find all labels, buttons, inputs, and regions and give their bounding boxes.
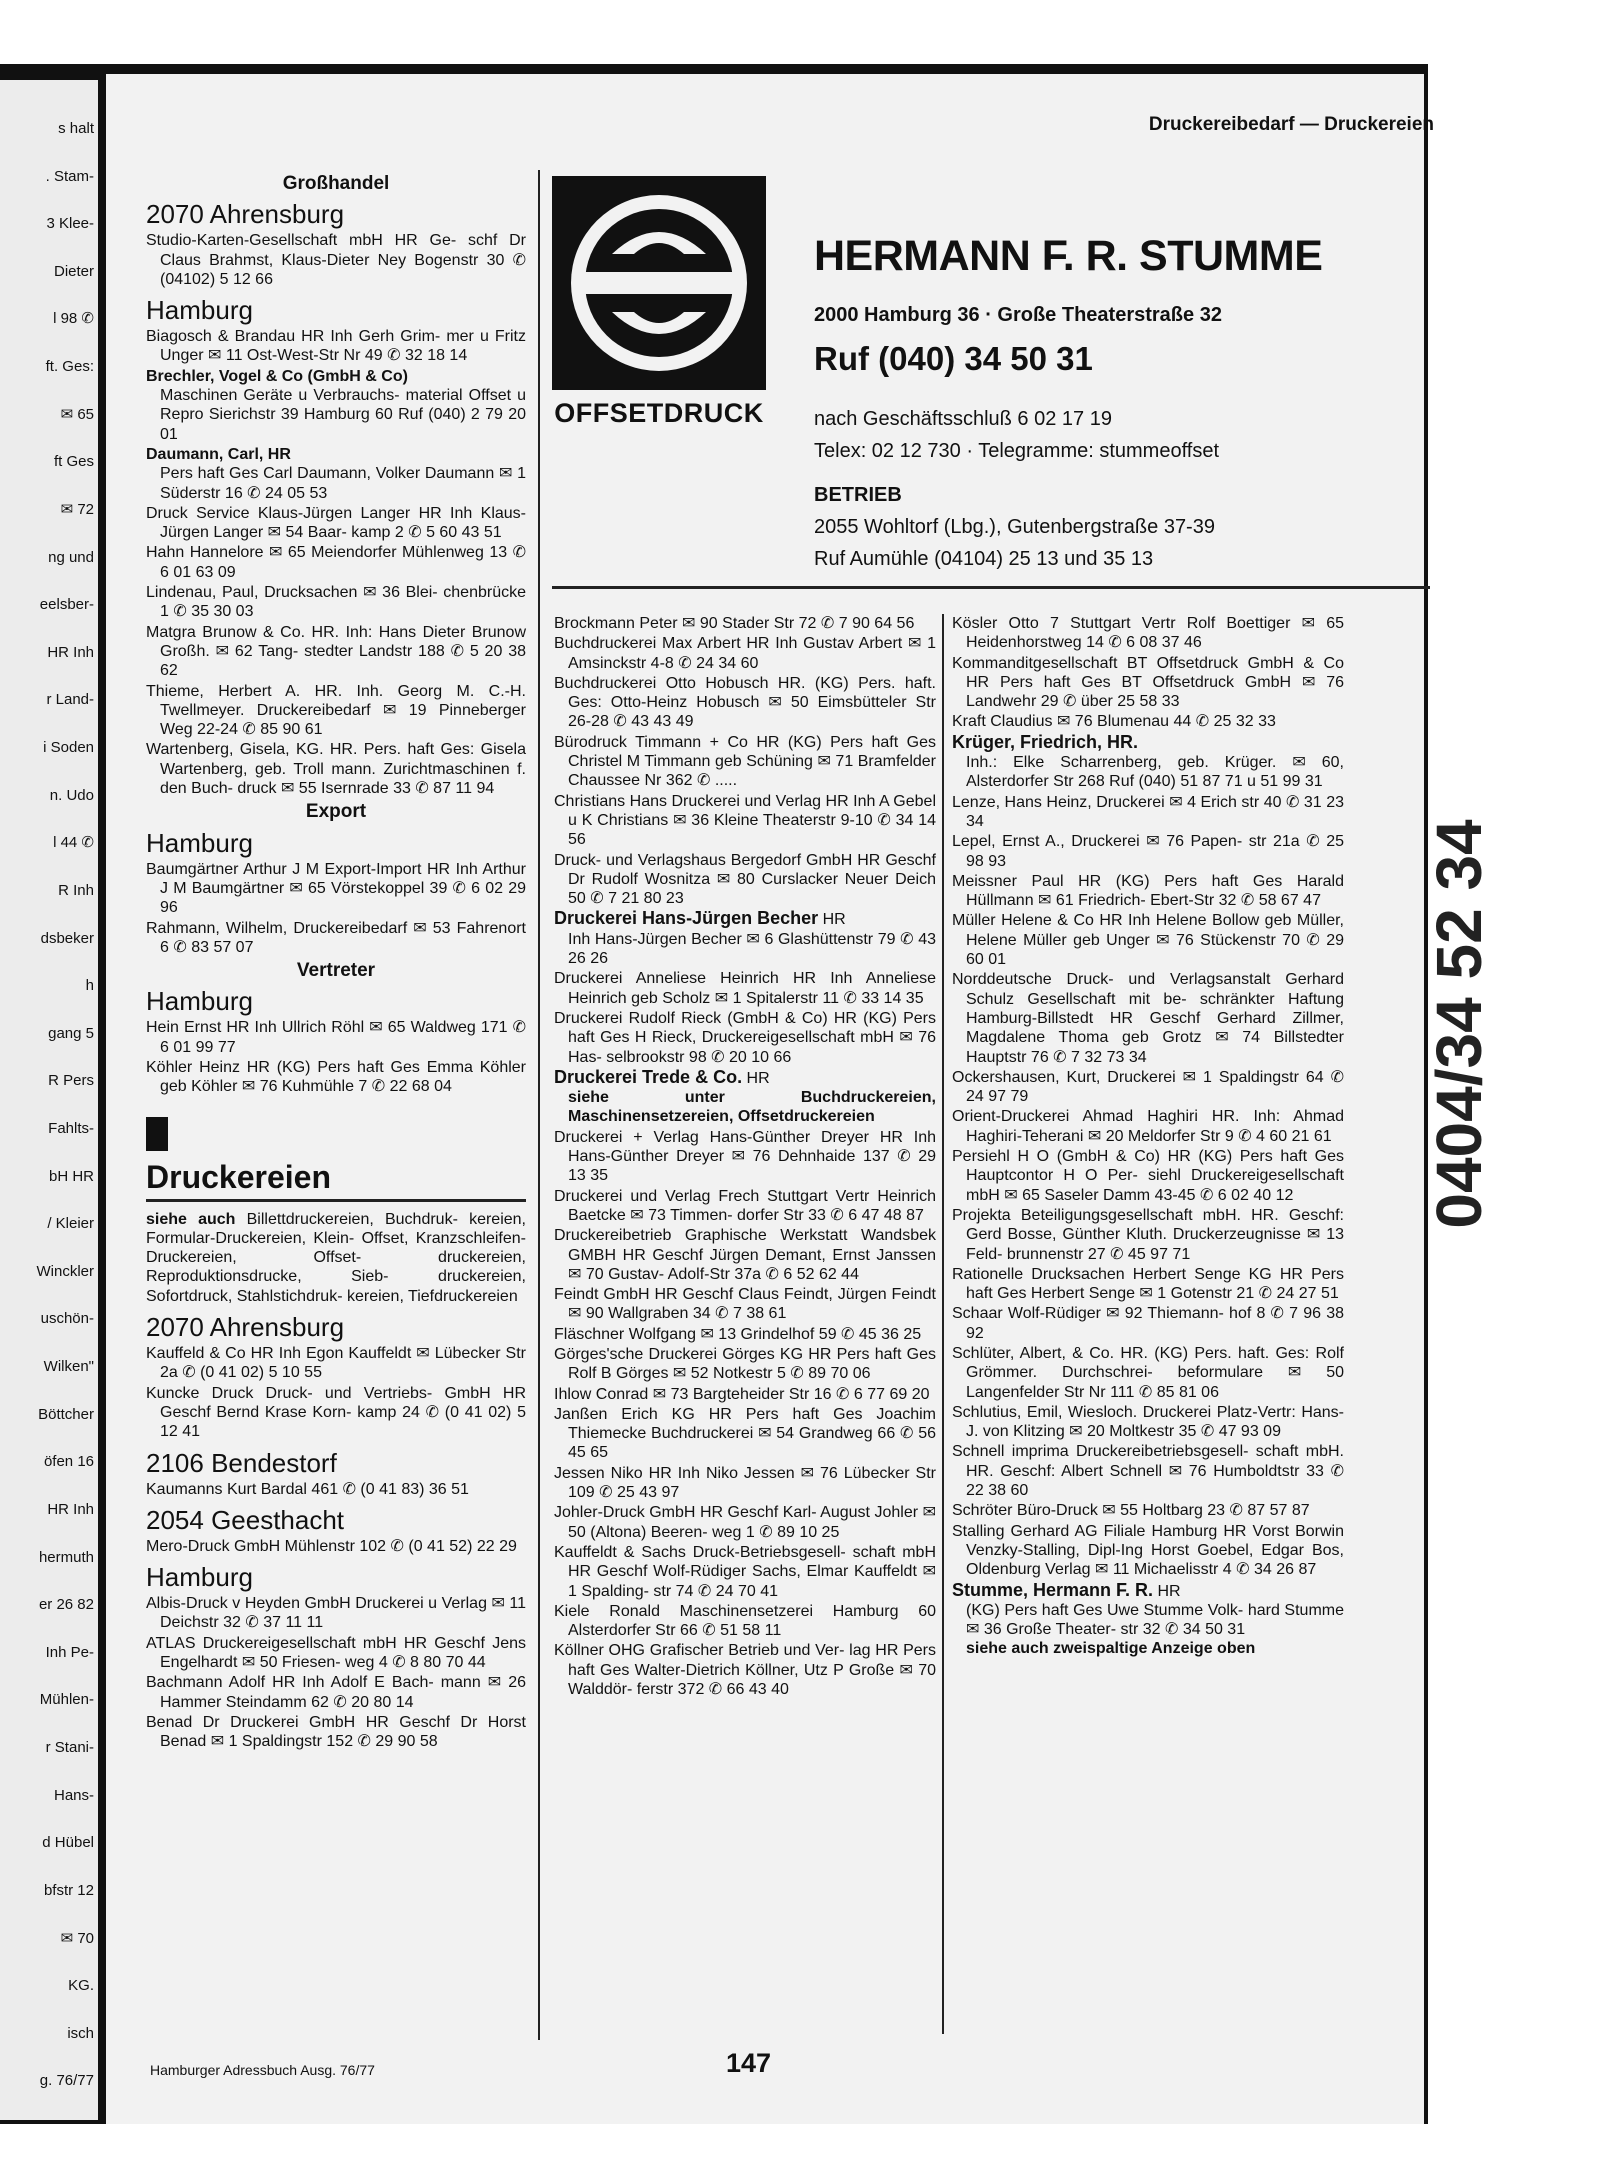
previous-page-fragment: s halt bbox=[58, 120, 94, 137]
previous-page-fragment: Dieter bbox=[53, 262, 94, 280]
previous-page-fragment: ✉ 70 bbox=[60, 1929, 94, 1947]
betrieb-label: BETRIEB bbox=[814, 484, 902, 506]
previous-page-fragment: isch bbox=[67, 2024, 94, 2042]
directory-entry: Kauffeldt & Sachs Druck-Betriebsgesell- schaft mbH HR Geschf Wolf-Rüdiger Sachs, Elmar Kauffeldt ✉ 1 Spalding- str 74 ✆ 24 70 41 bbox=[554, 1543, 936, 1600]
footer-publication: Hamburger Adressbuch Ausg. 76/77 bbox=[150, 2062, 375, 2078]
directory-entry: Kuncke Druck Druck- und Vertriebs- GmbH HR Geschf Bernd Krase Korn- kamp 24 ✆ (0 41 02) 5 12 41 bbox=[146, 1384, 526, 1441]
stumme-logo-icon bbox=[552, 176, 766, 390]
directory-entry: Hein Ernst HR Inh Ullrich Röhl ✉ 65 Waldweg 171 ✆ 6 01 99 77 bbox=[146, 1019, 526, 1056]
page-number: 147 bbox=[726, 2048, 772, 2078]
see-also-note bbox=[146, 1210, 526, 1306]
city-heading: Hamburg bbox=[146, 295, 253, 326]
running-head: Druckereibedarf — Druckereien bbox=[1148, 114, 1434, 135]
column-3 bbox=[952, 614, 1344, 1660]
previous-page-fragment: bH HR bbox=[48, 1167, 94, 1185]
entry-name: Brechler, Vogel & Co (GmbH & Co) bbox=[146, 367, 408, 385]
entry-cross-reference: siehe unter Buchdruckereien, Maschinensetzereien, Offsetdruckereien bbox=[568, 1089, 936, 1126]
advertiser-phone: Ruf (040) 34 50 31 bbox=[814, 340, 1093, 377]
directory-entry: Lindenau, Paul, Drucksachen ✉ 36 Blei- chenbrücke 1 ✆ 35 30 03 bbox=[146, 584, 526, 621]
previous-page-fragment: er 26 82 bbox=[38, 1596, 94, 1614]
directory-entry: Kraft Claudius ✉ 76 Blumenau 44 ✆ 25 32 33 bbox=[952, 713, 1276, 731]
previous-page-fragment: HR Inh bbox=[47, 1500, 94, 1518]
previous-page-fragment: HR Inh bbox=[47, 643, 94, 661]
directory-entry: Stalling Gerhard AG Filiale Hamburg HR Vorst Borwin Venzky-Stalling, Dipl-Ing Horst Goebel, Edgar Bos, Oldenburg Verlag ✉ 11 Michaelisstr 4 ✆ 34 26 87 bbox=[952, 1522, 1344, 1579]
previous-page-fragment: R Inh bbox=[58, 881, 94, 899]
directory-entry: Bürodruck Timmann + Co HR (KG) Pers haft Ges Christel M Timmann geb Schüning ✉ 71 Bramfelder Chaussee Nr 362 ✆ ..... bbox=[554, 733, 936, 790]
directory-entry: Jessen Niko HR Inh Niko Jessen ✉ 76 Lübecker Str 109 ✆ 25 43 97 bbox=[554, 1464, 936, 1502]
directory-entry: Meissner Paul HR (KG) Pers haft Ges Harald Hüllmann ✉ 61 Friedrich- Ebert-Str 32 ✆ 58 67 47 bbox=[952, 872, 1344, 910]
entry-name: Druckerei Hans-Jürgen Becher bbox=[554, 908, 819, 929]
previous-page-fragment: 3 Klee- bbox=[46, 215, 94, 233]
entry-name: Daumann, Carl, HR bbox=[146, 445, 291, 463]
column-2 bbox=[554, 614, 936, 1700]
directory-page bbox=[106, 74, 1495, 2124]
previous-page-fragment: Böttcher bbox=[38, 1405, 94, 1423]
previous-page-fragment: l 44 ✆ bbox=[53, 834, 94, 852]
directory-entry: Rahmann, Wilhelm, Druckereibedarf ✉ 53 Fahrenort 6 ✆ 83 57 07 bbox=[146, 919, 526, 956]
directory-entry: Matgra Brunow & Co. HR. Inh: Hans Dieter Brunow Großh. ✉ 62 Tang- stedter Landstr 188 ✆ 5 20 38 62 bbox=[146, 623, 526, 680]
stumme-advertisement bbox=[552, 170, 1430, 594]
column-1 bbox=[146, 170, 526, 1753]
previous-page-fragment: ng und bbox=[48, 548, 94, 566]
directory-entry: Kaumanns Kurt Bardal 461 ✆ (0 41 83) 36 51 bbox=[146, 1480, 469, 1498]
directory-entry: Janßen Erich KG HR Pers haft Ges Joachim Thiemecke Buchdruckerei ✉ 54 Grandweg 66 ✆ 56 45 65 bbox=[554, 1405, 936, 1462]
previous-page-fragment: d Hübel bbox=[42, 1834, 94, 1852]
directory-entry: Johler-Druck GmbH HR Geschf Karl- August Johler ✉ 50 (Altona) Beeren- weg 1 ✆ 89 10 25 bbox=[554, 1504, 936, 1541]
entry-hr: HR bbox=[822, 911, 846, 929]
directory-entry bbox=[952, 733, 1344, 792]
city-heading: 2070 Ahrensburg bbox=[146, 199, 345, 230]
city-heading: Hamburg bbox=[146, 986, 253, 1017]
directory-entry: Druckerei Rudolf Rieck (GmbH & Co) HR (KG) Pers haft Ges H Rieck, Druckereigesellschaft mbH ✉ 76 Has- selbrookstr 98 ✆ 20 10 66 bbox=[554, 1009, 936, 1066]
directory-entry: Rationelle Drucksachen Herbert Senge KG HR Pers haft Ges Herbert Senge ✉ 1 Gotenstr 21 ✆ 24 27 51 bbox=[952, 1265, 1344, 1303]
previous-page-fragment: i Soden bbox=[43, 739, 94, 757]
previous-page-fragment: hermuth bbox=[38, 1548, 94, 1566]
see-also-label: siehe auch bbox=[146, 1210, 236, 1228]
previous-page-fragment: Hans- bbox=[53, 1786, 94, 1804]
directory-entry: Buchdruckerei Otto Hobusch HR. (KG) Pers. haft. Ges: Otto-Heinz Hobusch ✉ 50 Eimsbütteler Str 26-28 ✆ 43 43 49 bbox=[554, 674, 936, 731]
directory-entry bbox=[554, 1068, 936, 1127]
previous-page-fragment: . Stam- bbox=[45, 167, 94, 185]
directory-entry: Bachmann Adolf HR Inh Adolf E Bach- mann ✉ 26 Hammer Steindamm 62 ✆ 20 80 14 bbox=[146, 1674, 526, 1711]
directory-entry: Hahn Hannelore ✉ 65 Meiendorfer Mühlenweg 13 ✆ 6 01 63 09 bbox=[146, 544, 526, 581]
directory-entry: Druckerei und Verlag Frech Stuttgart Vertr Heinrich Baetcke ✉ 73 Timmen- dorfer Str 33 ✆ 6 47 48 87 bbox=[554, 1187, 936, 1224]
previous-page-fragment: eelsber- bbox=[39, 596, 94, 614]
previous-page-fragment: KG. bbox=[68, 1977, 94, 1995]
directory-entry: Schnell imprima Druckereibetriebsgesell- schaft mbH. HR. Geschf: Albert Schnell ✉ 76 Humboldtstr 33 ✆ 22 38 60 bbox=[952, 1443, 1344, 1500]
previous-page-edge bbox=[0, 80, 98, 2120]
city-heading: 2070 Ahrensburg bbox=[146, 1312, 345, 1343]
directory-entry: Köhler Heinz HR (KG) Pers haft Ges Emma Köhler geb Köhler ✉ 76 Kuhmühle 7 ✆ 22 68 04 bbox=[146, 1058, 526, 1096]
telex-line: Telex: 02 12 730 · Telegramme: stummeoffset bbox=[814, 440, 1220, 462]
previous-page-fragment: r Land- bbox=[46, 691, 94, 709]
advertiser-address: 2000 Hamburg 36 · Große Theaterstraße 32 bbox=[814, 304, 1222, 326]
previous-page-fragment: Winckler bbox=[36, 1262, 94, 1280]
directory-entry: Kösler Otto 7 Stuttgart Vertr Rolf Boettiger ✉ 65 Heidenhorstweg 14 ✆ 6 08 37 46 bbox=[952, 615, 1344, 652]
see-also-text: Billettdruckereien, Buchdruk- kereien, Formular-Druckereien, Klein- Offset, Kranzschleifen-Druckereien, Offset- druckereien, Reproduktionsdrucke, Sieb- druckereien, Sofortdruck, Stahlstichdruk- kereien, Tiefdruckereien bbox=[146, 1210, 526, 1305]
directory-entry: Norddeutsche Druck- und Verlagsanstalt Gerhard Schulz Gesellschaft mit be- schränkter Haftung Hamburg-Billstedt HR Geschf Gerhard Zillmer, Magdalene Thoma geb Grotz ✉ 74 Billstedter Hauptstr 76 ✆ 7 32 73 34 bbox=[952, 971, 1344, 1066]
subheading-export: Export bbox=[305, 801, 367, 823]
directory-entry: Mero-Druck GmbH Mühlenstr 102 ✆ (0 41 52) 22 29 bbox=[146, 1537, 517, 1555]
previous-page-fragment: r Stani- bbox=[45, 1739, 94, 1757]
directory-entry: Druck- und Verlagshaus Bergedorf GmbH HR Geschf Dr Rudolf Wosnitza ✉ 80 Curslacker Neuer Deich 50 ✆ 7 21 80 23 bbox=[554, 851, 936, 908]
directory-entry: Schaar Wolf-Rüdiger ✉ 92 Thiemann- hof 8 ✆ 7 96 38 92 bbox=[952, 1305, 1344, 1342]
directory-entry: Buchdruckerei Max Arbert HR Inh Gustav Arbert ✉ 1 Amsinckstr 4-8 ✆ 24 34 60 bbox=[554, 635, 936, 672]
directory-entry: Brockmann Peter ✉ 90 Stader Str 72 ✆ 7 90 64 56 bbox=[554, 615, 915, 632]
previous-page-fragment: dsbeker bbox=[40, 929, 94, 947]
directory-entry: Druckerei Anneliese Heinrich HR Inh Anneliese Heinrich geb Scholz ✉ 1 Spitalerstr 11 ✆ 33 14 35 bbox=[554, 970, 936, 1007]
entry-details: (KG) Pers haft Ges Uwe Stumme Volk- hard Stumme ✉ 36 Große Theater- str 32 ✆ 34 50 31 bbox=[966, 1601, 1344, 1639]
directory-entry: Albis-Druck v Heyden GmbH Druckerei u Verlag ✉ 11 Deichstr 32 ✆ 37 11 11 bbox=[146, 1595, 526, 1632]
margin-stamp-text: 0404/34 52 34 bbox=[1423, 819, 1495, 1229]
directory-entry: Projekta Beteiligungsgesellschaft mbH. HR. Geschf: Gerd Bosse, Günther Kluth. Druckerzeugnisse ✉ 13 Feld- brunnenstr 27 ✆ 45 97 71 bbox=[952, 1206, 1344, 1263]
directory-entry: Biagosch & Brandau HR Inh Gerh Grim- mer u Fritz Unger ✉ 11 Ost-West-Str Nr 49 ✆ 32 18 14 bbox=[146, 328, 526, 365]
directory-entry: ATLAS Druckereigesellschaft mbH HR Geschf Jens Engelhardt ✉ 50 Friesen- weg 4 ✆ 8 80 70 44 bbox=[146, 1634, 526, 1672]
directory-entry: Lenze, Hans Heinz, Druckerei ✉ 4 Erich str 40 ✆ 31 23 34 bbox=[952, 793, 1344, 830]
directory-entry: Köllner OHG Grafischer Betrieb und Ver- lag HR Pers haft Ges Walter-Dietrich Köllner, Utz P Große ✉ 70 Walddör- ferstr 372 ✆ 66 43 40 bbox=[554, 1642, 936, 1699]
advertiser-name: HERMANN F. R. STUMME bbox=[814, 232, 1323, 280]
subheading-grosshandel: Großhandel bbox=[282, 173, 390, 194]
after-hours-phone: nach Geschäftsschluß 6 02 17 19 bbox=[814, 408, 1112, 430]
previous-page-fragment: ft. Ges: bbox=[45, 358, 94, 376]
entry-hr: HR bbox=[1157, 1582, 1181, 1600]
directory-entry: Orient-Druckerei Ahmad Haghiri HR. Inh: Ahmad Haghiri-Teherani ✉ 20 Meldorfer Str 9 ✆ 4 60 21 61 bbox=[952, 1108, 1344, 1145]
column-divider bbox=[538, 170, 540, 2040]
entry-cross-reference: siehe auch zweispaltige Anzeige oben bbox=[966, 1640, 1256, 1658]
entry-details: Maschinen Geräte u Verbrauchs- material Offset u Repro Sierichstr 39 Hamburg 60 Ruf (040) 2 79 20 01 bbox=[160, 387, 526, 443]
directory-entry: Schröter Büro-Druck ✉ 55 Holtbarg 23 ✆ 87 57 87 bbox=[952, 1502, 1310, 1520]
directory-entry: Wartenberg, Gisela, KG. HR. Pers. haft Ges: Gisela Wartenberg, geb. Troll mann. Zurichtmaschinen f. den Buch- druck ✉ 55 Isernrade 33 ✆ 87 11 94 bbox=[146, 741, 526, 798]
previous-page-fragment: gang 5 bbox=[48, 1024, 94, 1042]
city-heading: 2054 Geesthacht bbox=[146, 1504, 345, 1535]
directory-entry: Benad Dr Druckerei GmbH HR Geschf Dr Horst Benad ✉ 1 Spaldingstr 152 ✆ 29 90 58 bbox=[146, 1713, 526, 1751]
betrieb-address: 2055 Wohltorf (Lbg.), Gutenbergstraße 37-39 bbox=[814, 516, 1215, 538]
previous-page-fragment: Wilken" bbox=[43, 1358, 94, 1376]
directory-entry: Persiehl H O (GmbH & Co) HR (KG) Pers haft Ges Hauptcontor H O Per- siehl Druckereigesellschaft mbH ✉ 65 Saseler Damm 43-45 ✆ 6 02 40 12 bbox=[952, 1148, 1344, 1204]
previous-page-fragment: g. 76/77 bbox=[39, 2072, 94, 2090]
directory-entry: Kiele Ronald Maschinensetzerei Hamburg 60 Alsterdorfer Str 66 ✆ 51 58 11 bbox=[554, 1602, 936, 1640]
entry-name: Druckerei Trede & Co. bbox=[554, 1066, 743, 1087]
previous-page-fragment: bfstr 12 bbox=[43, 1881, 94, 1899]
section-title: Druckereien bbox=[146, 1158, 331, 1195]
directory-entry: Druck Service Klaus-Jürgen Langer HR Inh Klaus-Jürgen Langer ✉ 54 Baar- kamp 2 ✆ 5 60 43 51 bbox=[146, 504, 526, 542]
previous-page-fragment: ft Ges bbox=[53, 453, 94, 471]
city-heading: Hamburg bbox=[146, 1562, 253, 1593]
directory-entry: Thieme, Herbert A. HR. Inh. Georg M. C.-H. Twellmeyer. Druckereibedarf ✉ 19 Pinneberger Weg 22-24 ✆ 85 90 61 bbox=[146, 682, 526, 739]
directory-entry: Schlutius, Emil, Wiesloch. Druckerei Platz-Vertr: Hans-J. von Klitzing ✉ 20 Moltkestr 35 ✆ 47 93 09 bbox=[952, 1403, 1344, 1441]
previous-page-fragment: Fahlts- bbox=[48, 1120, 94, 1137]
advertisement-rule bbox=[552, 586, 1430, 589]
directory-entry: Müller Helene & Co HR Inh Helene Bollow geb Müller, Helene Müller geb Unger ✉ 76 Stückenstr 70 ✆ 29 60 01 bbox=[952, 912, 1344, 969]
directory-entry: Ihlow Conrad ✉ 73 Bargteheider Str 16 ✆ 6 77 69 20 bbox=[554, 1385, 930, 1403]
directory-entry: Christians Hans Druckerei und Verlag HR Inh A Gebel u K Christians ✉ 36 Kleine Theaterstr 9-10 ✆ 34 14 56 bbox=[554, 792, 936, 849]
directory-entry: Görges'sche Druckerei Görges KG HR Pers haft Ges Rolf B Görges ✉ 52 Notkestr 5 ✆ 89 70 06 bbox=[554, 1345, 936, 1383]
entry-details: Pers haft Ges Carl Daumann, Volker Daumann ✉ 1 Süderstr 16 ✆ 24 05 53 bbox=[160, 465, 526, 502]
margin-stamp bbox=[1423, 224, 1516, 1824]
previous-page-fragment: Inh Pe- bbox=[45, 1643, 94, 1661]
directory-entry: Ockershausen, Kurt, Druckerei ✉ 1 Spaldingstr 64 ✆ 24 97 79 bbox=[952, 1068, 1344, 1106]
previous-page-fragment: ✉ 72 bbox=[60, 500, 94, 518]
section-marker bbox=[146, 1117, 168, 1151]
directory-entry: Kauffeld & Co HR Inh Egon Kauffeldt ✉ Lübecker Str 2a ✆ (0 41 02) 5 10 55 bbox=[146, 1345, 526, 1382]
previous-page-fragment: l 98 ✆ bbox=[53, 310, 94, 328]
previous-page-fragment: ✉ 65 bbox=[60, 405, 94, 423]
entry-name: Stumme, Hermann F. R. bbox=[952, 1579, 1154, 1600]
directory-entry bbox=[952, 1581, 1344, 1659]
entry-name: Krüger, Friedrich, HR. bbox=[952, 731, 1139, 752]
column-divider bbox=[942, 614, 944, 2034]
city-heading: Hamburg bbox=[146, 827, 253, 858]
directory-entry: Fläschner Wolfgang ✉ 13 Grindelhof 59 ✆ 45 36 25 bbox=[554, 1325, 922, 1343]
entry-details: Inh Hans-Jürgen Becher ✉ 6 Glashüttenstr 79 ✆ 43 26 26 bbox=[568, 930, 936, 968]
previous-page-fragment: n. Udo bbox=[49, 786, 94, 804]
directory-entry: Druckerei + Verlag Hans-Günther Dreyer HR Inh Hans-Günther Dreyer ✉ 76 Dehnhaide 137 ✆ 29 13 35 bbox=[554, 1128, 936, 1185]
section-rule bbox=[146, 1199, 526, 1202]
directory-entry: Baumgärtner Arthur J M Export-Import HR Inh Arthur J M Baumgärtner ✉ 65 Vörstekoppel 39 ✆ 6 02 29 96 bbox=[146, 860, 526, 917]
directory-entry: Lepel, Ernst A., Druckerei ✉ 76 Papen- str 21a ✆ 25 98 93 bbox=[952, 833, 1344, 870]
directory-entry: Kommanditgesellschaft BT Offsetdruck GmbH & Co HR Pers haft Ges BT Offsetdruck GmbH ✉ 76 Landwehr 29 ✆ über 25 58 33 bbox=[952, 654, 1344, 711]
directory-entry bbox=[146, 445, 526, 503]
directory-entry: Studio-Karten-Gesellschaft mbH HR Ge- schf Dr Claus Brahmst, Klaus-Dieter Ney Bogenstr 30 ✆ (04102) 5 12 66 bbox=[146, 232, 526, 288]
previous-page-fragment: / Kleier bbox=[47, 1215, 94, 1233]
city-heading: 2106 Bendestorf bbox=[146, 1447, 337, 1478]
entry-hr: HR bbox=[746, 1069, 770, 1087]
entry-details: Inh.: Elke Scharrenberg, geb. Krüger. ✉ 60, Alsterdorfer Str 268 Ruf (040) 51 87 71 u 51 99 31 bbox=[966, 754, 1344, 791]
subheading-vertreter: Vertreter bbox=[296, 960, 376, 982]
previous-page-fragment: uschön- bbox=[40, 1310, 94, 1328]
directory-entry bbox=[554, 909, 936, 968]
previous-page-fragment: Mühlen- bbox=[39, 1691, 94, 1709]
previous-page-fragment: h bbox=[85, 977, 94, 995]
directory-entry: Feindt GmbH HR Geschf Claus Feindt, Jürgen Feindt ✉ 90 Wallgraben 34 ✆ 7 38 61 bbox=[554, 1286, 936, 1323]
previous-page-fragment: R Pers bbox=[48, 1072, 94, 1090]
directory-entry bbox=[146, 367, 526, 444]
directory-entry: Schlüter, Albert, & Co. HR. (KG) Pers. haft. Ges: Rolf Grömmer. Durchschrei- beformulare ✉ 50 Langenfelder Str Nr 111 ✆ 85 81 06 bbox=[952, 1344, 1344, 1401]
directory-entry: Druckereibetrieb Graphische Werkstatt Wandsbek GMBH HR Geschf Jürgen Demant, Ernst Janssen ✉ 70 Gustav- Adolf-Str 37a ✆ 6 52 62 44 bbox=[554, 1227, 936, 1283]
betrieb-phone: Ruf Aumühle (04104) 25 13 und 35 13 bbox=[814, 548, 1154, 570]
previous-page-fragment: öfen 16 bbox=[43, 1453, 94, 1471]
offsetdruck-label: OFFSETDRUCK bbox=[554, 398, 764, 428]
